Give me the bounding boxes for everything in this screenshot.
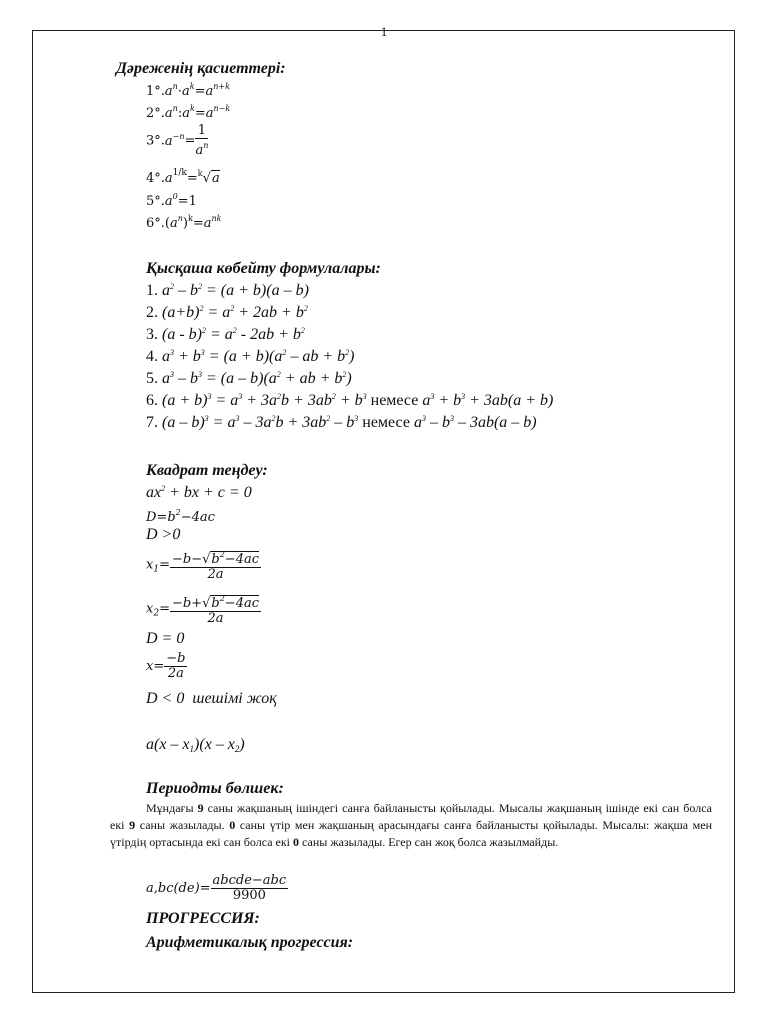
quadratic-equation: $ax^2$ + bx + c = 0 [146,484,252,501]
formula-number: 1. [146,282,158,299]
power-rule-5: $5^\circ.a^0=1$ [146,192,197,209]
short-mult-heading: Қысқаша көбейту формулалары: [146,260,381,277]
discriminant-formula: $D=b^2-4ac$ [146,508,215,525]
progression-heading: ПРОГРЕССИЯ: [146,910,260,927]
formula-number: 6. [146,392,158,409]
power-rule-2: $2^\circ.a^n:a^k=a^{n-k}$ [146,104,231,121]
root-single: x= $\frac{-b}{2a}$ [146,651,186,681]
quadratic-heading: Квадрат теңдеу: [146,462,268,479]
formula-7: 7. $(a - b)^3 = a^3 - 3a^2b + 3ab^2 - b^3$ немесе $a^3 - b^3 - 3ab(a - b)$ [146,414,537,431]
factored-form: $a(x - x_1)(x - x_2)$ [146,736,245,754]
formula-5: 5. $a^3 - b^3 = (a - b)(a^2$ + ab + $b^2$) [146,370,352,387]
para-emph: 9 [197,801,204,815]
formula-number: 2. [146,304,158,321]
formula-number: 7. [146,414,158,431]
no-solution-text: шешімі жоқ [192,690,277,707]
formula-3: 3. $(a - b)^2 = a^2 - 2ab + b^2$ [146,326,305,343]
arithmetic-progression-heading: Арифметикалық прогрессия: [146,934,354,951]
periodic-paragraph [110,800,712,851]
page-number: 1 [380,24,388,39]
para-text: саны үтір мен жақшаның арасындағы санға байланысты қойылады. Мысалы: жақша мен үтірдің ортасында екі сан болса екі [110,818,712,849]
para-text: Мұндағы [146,801,194,815]
para-emph: 0 [293,835,300,849]
power-rule-4: $4^\circ.a^{1/k}=^k√a$ [146,168,220,186]
d-zero: D = 0 [146,630,185,647]
formula-6: 6. $(a + b)^3 = a^3 + 3a^2b + 3ab^2 + b^3$ немесе $a^3 + b^3 + 3ab(a + b)$ [146,392,554,409]
rule-number: 6°. [146,216,165,231]
formula-number: 4. [146,348,158,365]
rule-number: 5°. [146,194,165,209]
powers-heading: Дәреженің қасиеттері: [116,60,286,77]
rule-number: 3°. [146,133,165,149]
periodic-formula: a,bc(de)= $\frac{\text{abcde−abc}}{9900}$ [146,873,287,903]
formula-number: 5. [146,370,158,387]
root-x1: $x_1=$ $\frac{-b-√b^2-4ac}{2a}$ [146,550,259,582]
rule-number: 4°. [146,171,165,186]
or-word: немесе [362,414,410,431]
formula-1: 1. $a^2 - b^2 = (a + b)(a - b)$ [146,282,309,299]
power-rule-3: $3^\circ.a^{-n}=$ $\frac{1}{a^n}$ [146,123,209,158]
or-word: немесе [370,392,419,409]
para-emph: 0 [229,818,236,832]
formula-2: 2. $(a+b)^2 = a^2 + 2ab + b^2$ [146,304,308,321]
rule-number: 2°. [146,106,165,121]
power-rule-1: $1^\circ.a^n\cdot a^k=a^{n+k}$ [146,82,230,99]
formula-4: 4. $a^3 + b^3 = (a + b)(a^2$ – ab + $b^2$) [146,348,355,365]
d-negative: D < 0 шешімі жоқ [146,690,277,707]
periodic-heading: Периодты бөлшек: [146,780,284,797]
para-emph: 9 [129,818,136,832]
rule-number: 1°. [146,84,165,99]
para-text: саны жазылады. [139,818,225,832]
power-rule-6: $6^\circ.(a^n)^k=a^{nk}$ [146,214,222,231]
para-text: саны жазылады. Егер сан жоқ болса жазылмайды. [302,835,559,849]
d-positive: D >0 [146,526,181,543]
para-text: саны жақшаның ішіндегі санға байланысты қойылады. Мысалы жақшаның ішінде екі сан болса екі [110,801,713,832]
formula-number: 3. [146,326,158,343]
root-x2: $x_2=$ $\frac{-b+√b^2-4ac}{2a}$ [146,594,259,626]
